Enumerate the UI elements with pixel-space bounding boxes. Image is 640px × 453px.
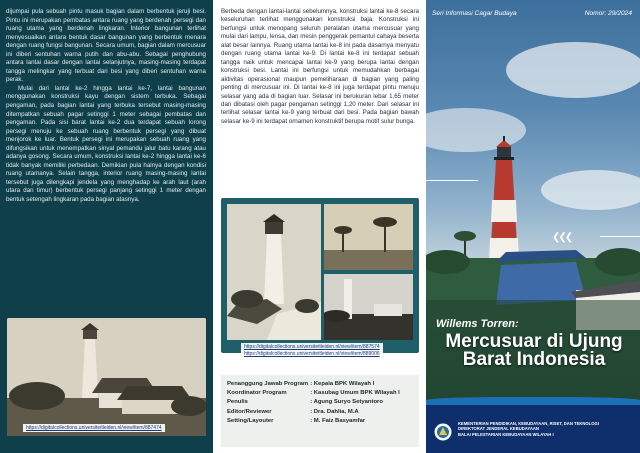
middle-paragraph-1: Berbeda dengan lantai-lantai sebelumnya, konstruksi lantai ke-8 secara keseluruhan terlihat menggunakan konstruksi baja. Konstruksi ini berfungsi untuk menopang seluruh peralatan utama mercusuar yang mulai dari lampu, lensa, dan mesin penggerak pemantul cahaya beserta alat besar lainnya. Ruang utama lantai ke-8 ini pada dasarnya menyatu dengan ruang utama lantai ke-9. Di lantai ke-8 ini terdapat sebuah tangga naik untuk mencapai lantai ke-9 yang berupa lantai dengan konstruksi besi. Lantai ini berfungsi untuk memudahkan berbagai aktivitas operasional maupun pemeliharaan di bagian yang paling penting di mercusuar ini. Di lantai ke-8 ini juga terdapat pintu menuju selasar yang ada di bagian luar. Selasar ini berukuran lebar 1,65 meter dan dibatasi oleh pagar pengaman setinggi 1,20 meter. Dari selasar ini terlihat selasar lantai ke-9 yang terbuat dari besi. Pada bagian bawah selasar ke-9 ini terdapat ornamen konstruktif berupa motif sulur bunga.	[221, 8, 419, 125]
issue-number: Nomor: 29/2024	[584, 10, 632, 17]
ministry-line-3: BALAI PELESTARIAN KEBUDAYAAN WILAYAH I	[458, 431, 554, 437]
divider-line	[600, 236, 640, 237]
historic-photo-palm-trees	[324, 204, 413, 270]
photo-caption-link-1[interactable]: https://digitalcollections.universiteitleiden.nl/view/item/887574	[241, 343, 383, 351]
credits-box	[221, 375, 419, 447]
credit-role: Penulis	[227, 399, 248, 406]
blue-building	[496, 262, 586, 305]
photo-base-illustration	[324, 274, 413, 340]
divider-line	[426, 180, 478, 181]
left-body-text	[6, 8, 206, 205]
left-photo-caption-link[interactable]: https://digitalcollections.universiteitleiden.nl/view/item/887474	[23, 424, 165, 432]
credit-row	[227, 381, 402, 390]
historic-photo-lighthouse-base	[324, 274, 413, 340]
cover-header	[432, 10, 632, 17]
cover-panel	[426, 0, 640, 453]
cover-photo-lighthouse	[426, 0, 640, 453]
ministry-text	[458, 421, 636, 437]
lighthouse-band-white	[491, 200, 517, 222]
credit-name: : Agung Suryo Setyantoro	[310, 399, 383, 406]
photo-collage	[221, 198, 419, 357]
credit-row	[227, 399, 402, 408]
ministry-line-1: KEMENTERIAN PENDIDIKAN, KEBUDAYAAN, RISET, DAN TEKNOLOGI	[458, 421, 599, 426]
cover-title-line-2: Barat Indonesia	[462, 349, 606, 370]
credit-role: Setting/Layouter	[227, 417, 274, 424]
photo-tower-illustration	[227, 204, 321, 340]
credit-name: : M. Faiz Basyamfar	[310, 417, 366, 424]
credit-row	[227, 418, 402, 427]
photo-caption-link-2[interactable]: https://digitalcollections.universiteitleiden.nl/view/item/889006	[241, 350, 383, 358]
historic-photo-lighthouse-tower	[227, 204, 321, 340]
ministry-line-2: DIREKTORAT JENDERAL KEBUDAYAAN	[458, 426, 539, 432]
historic-photo-lighthouse-buildings	[7, 318, 206, 436]
middle-panel	[213, 0, 426, 453]
left-panel	[0, 0, 213, 453]
credit-name: : Dra. Dahlia, M.A	[310, 408, 359, 415]
left-paragraph-2: Mulai dari lantai ke-2 hingga lantai ke-7, lantai bangunan menggunakan konstruksi kayu dengan sistem terbuka. Sebagai pengaman, pada bagian lantai yang terbuka tersebut masing-masing ditempatkan sebuah pagar setinggi 1 meter sebagai pembatas dan pengaman. Pada sisi barat lantai ke-2 dua terdapat sebuah lorong persegi menuju ke sebuah ruang berbentuk persegi yang dibuat menjorok ke luar. Bentuk persegi ini merupakan sebuah ruang yang difungsikan untuk menempatkan sinyal pemandu jalur batu karang atau adanya gosong. Secara umum, konstruksi lantai ke-2 hingga lantai ke-6 tidak banyak memiliki perbedaan. Demikian pula halnya dengan kondisi ruang utamanya. Selain tangga, interior ruang masing-masing lantai tersebut juga dilengkapi jendela yang menghadap ke arah laut (arah utara dan timur) berbentuk persegi panjang setinggi 1 meter dengan bentuk setengah lingkaran pada bagian atasnya.	[6, 84, 206, 204]
credit-role: Editor/Reviewer	[227, 408, 272, 415]
credit-name: : Kasubag Umum BPK Wilayah I	[310, 390, 400, 397]
credits-table	[227, 381, 402, 427]
ministry-logo-icon	[434, 423, 452, 441]
credit-role: Koordinator Program	[227, 390, 287, 397]
historic-photo-illustration	[7, 318, 206, 436]
middle-body-text	[221, 8, 419, 126]
cover-title-line-1: Mercusuar di Ujung	[445, 331, 623, 352]
chevrons-left-icon: ❮❮❮	[552, 232, 572, 243]
credit-row	[227, 390, 402, 399]
series-label: Seri Informasi Cagar Budaya	[432, 10, 517, 17]
credit-row	[227, 409, 402, 418]
photo-palm-illustration	[324, 204, 413, 270]
cover-subtitle: Willems Torren:	[436, 318, 519, 330]
left-paragraph-1: dijumpai pula sebuah pintu masuk bagian dalam berbentuk jeruji besi. Pintu ini merupakan pembatas antara ruang yang berdenah persegi dan ruang utama yang berdenah lingkaran. Interior bangunan terlihat menyesuaikan antara bentuk dasar bangunan yang berbentuk menara dengan ruang fungsi bangunan. Secara umum, bagian dalam mercusuar ini diberi sentuhan warna putih dan abu-abu. Sebagai penghubung antara lantai dasar dengan lantai selanjutnya, masing-masing terdapat tangga melingkar yang terbuat dari besi yang diberi sentuhan warna perak.	[6, 8, 206, 84]
ministry-footer	[426, 403, 640, 453]
credit-role: Penanggung Jawab Program	[227, 381, 309, 387]
cover-title	[432, 333, 636, 369]
credit-name: : Kepala BPK Wilayah I	[310, 381, 375, 387]
